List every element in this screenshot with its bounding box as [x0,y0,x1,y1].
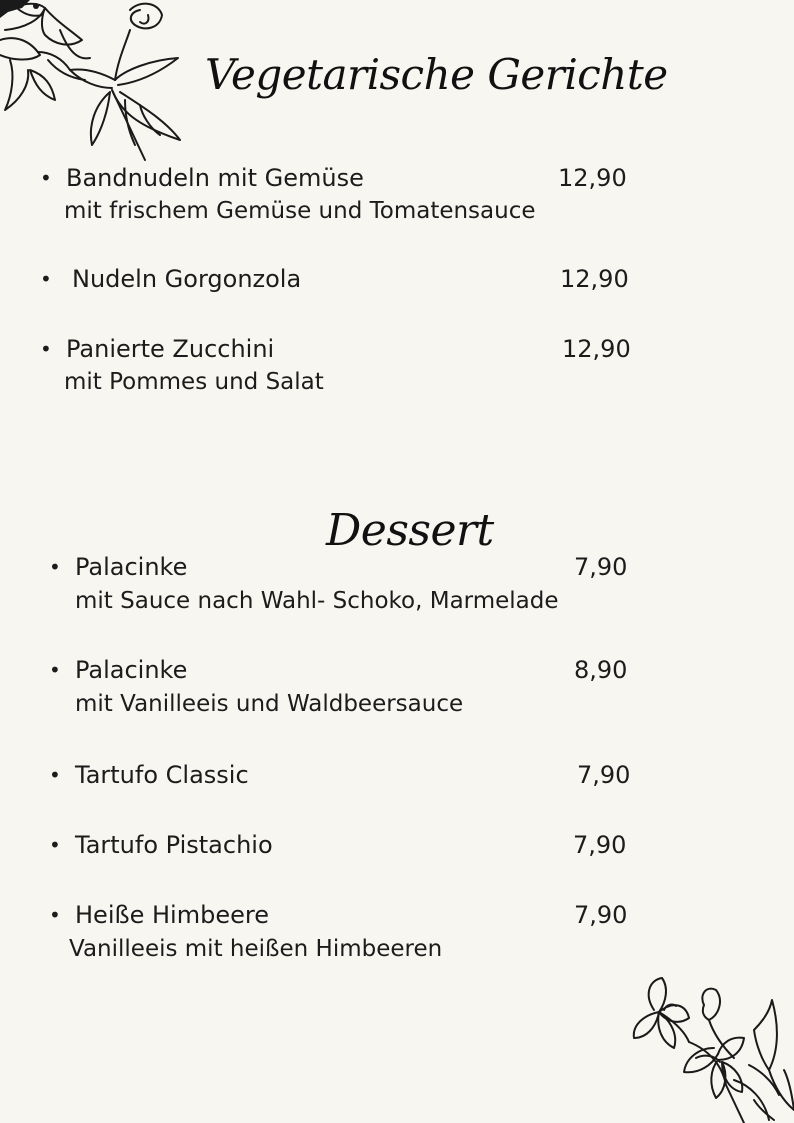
item-price: 7,90 [574,901,628,929]
section-title-vegetarian: Vegetarische Gerichte [205,50,668,100]
item-name: Tartufo Pistachio [75,831,273,859]
item-name: Bandnudeln mit Gemüse [66,164,364,192]
item-name: Panierte Zucchini [66,335,275,363]
item-price: 8,90 [574,656,628,684]
item-description: mit Sauce nach Wahl- Schoko, Marmelade [75,588,559,614]
bullet: • [49,833,61,857]
item-description: mit Vanilleeis und Waldbeersauce [75,691,464,717]
bullet: • [49,903,61,927]
item-price: 12,90 [560,265,629,293]
item-description: mit frischem Gemüse und Tomatensauce [64,198,536,224]
item-name: Heiße Himbeere [75,901,269,929]
item-price: 12,90 [562,335,631,363]
bullet: • [40,337,52,361]
flower-illustration-icon [0,0,190,165]
bullet: • [40,267,52,291]
item-description: mit Pommes und Salat [64,369,324,395]
item-name: Palacinke [75,656,188,684]
item-price: 12,90 [558,164,627,192]
bullet: • [49,658,61,682]
item-name: Nudeln Gorgonzola [72,265,302,293]
bullet: • [49,555,61,579]
section-title-dessert: Dessert [326,505,494,557]
item-price: 7,90 [574,553,628,581]
item-price: 7,90 [577,761,631,789]
item-description: Vanilleeis mit heißen Himbeeren [69,936,443,962]
item-name: Tartufo Classic [75,761,249,789]
item-price: 7,90 [573,831,627,859]
bullet: • [49,763,61,787]
item-name: Palacinke [75,553,188,581]
bullet: • [40,166,52,190]
flower-illustration-icon [614,970,794,1123]
